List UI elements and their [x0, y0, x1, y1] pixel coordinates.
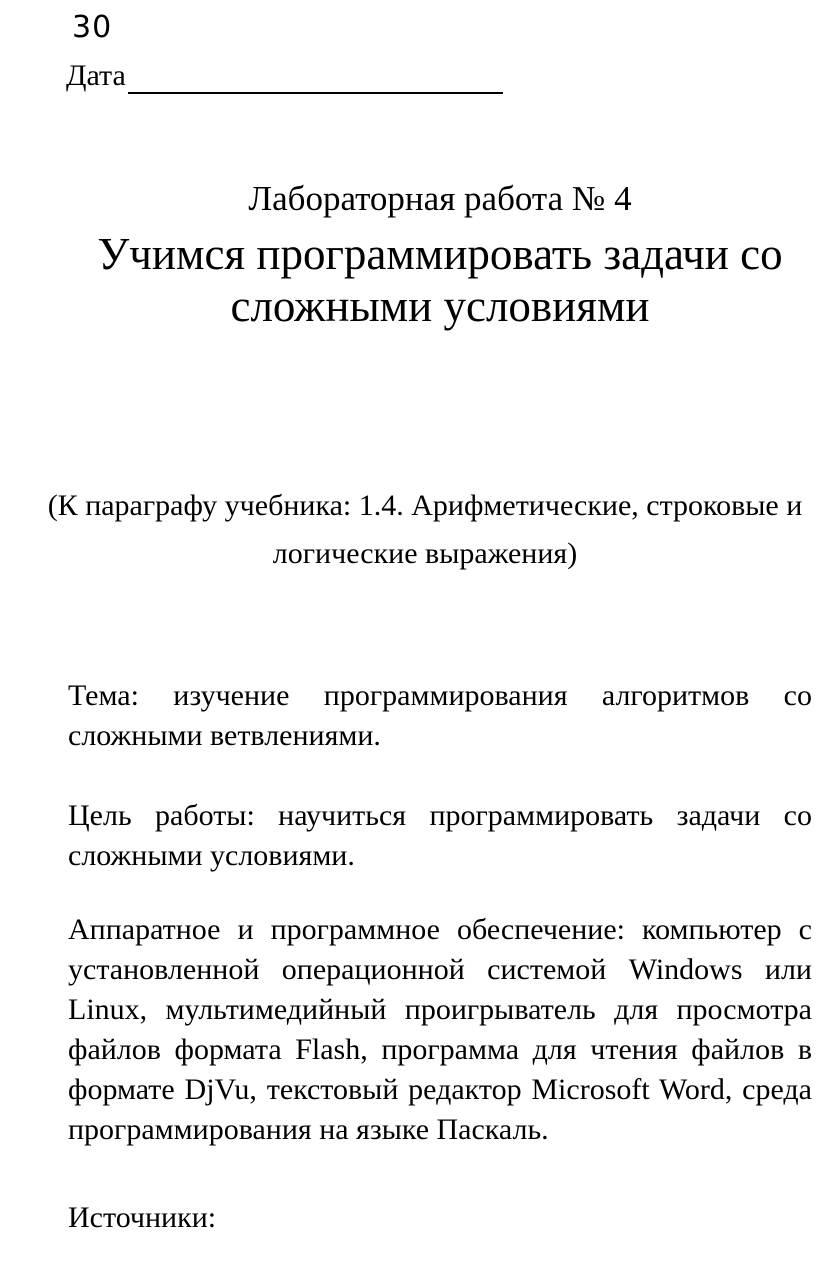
sources-label: Источники:: [68, 1201, 217, 1234]
lab-number: Лабораторная работа № 4: [248, 179, 632, 218]
lab-title: Учимся программировать задачи со сложными условиями: [97, 229, 783, 331]
textbook-reference: (К параграфу учебника: 1.4. Арифметические, строковые и логические выражения): [47, 489, 803, 570]
date-blank-line: [128, 64, 503, 94]
page-number: 30: [72, 10, 113, 45]
topic-paragraph: Тема: изучение программирования алгоритмов со сложными ветвлениями.: [68, 679, 812, 752]
date-label: Дата: [66, 59, 126, 92]
hardware-software-paragraph: Аппаратное и программное обеспечение: компьютер с установленной операционной системой Windows или Linux, мультимедийный проигрыватель для просмотра файлов формата Flash, программа для чтения файлов в формате DjVu, текстовый редактор Microsoft Word, среда программирования на языке Паскаль.: [68, 913, 812, 1146]
goal-paragraph: Цель работы: научиться программировать задачи со сложными условиями.: [68, 799, 812, 872]
date-field: [66, 58, 503, 94]
